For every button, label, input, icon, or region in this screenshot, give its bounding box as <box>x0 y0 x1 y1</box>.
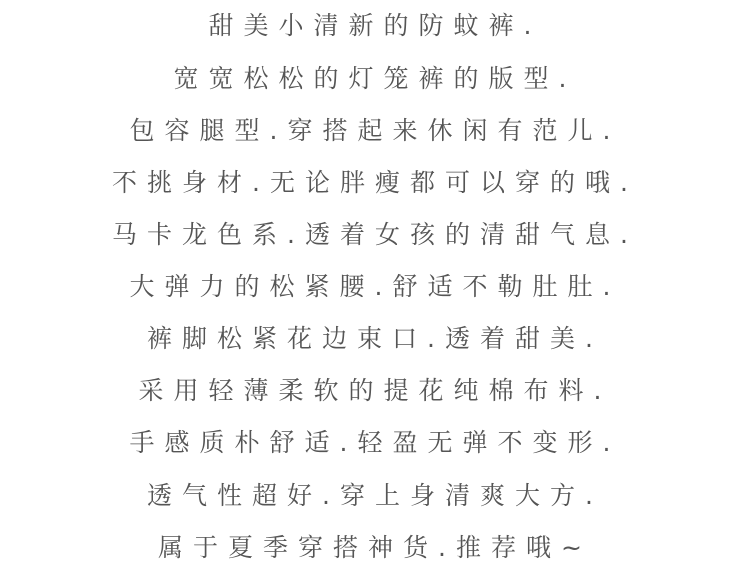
description-line: 属于夏季穿搭神货.推荐哦~ <box>158 533 592 562</box>
description-line: 采用轻薄柔软的提花纯棉布料. <box>138 376 612 405</box>
description-line: 宽宽松松的灯笼裤的版型. <box>173 64 577 93</box>
description-line: 甜美小清新的防蚊裤. <box>208 11 542 40</box>
description-line: 透气性超好.穿上身清爽大方. <box>147 481 603 510</box>
description-line: 裤脚松紧花边束口.透着甜美. <box>147 324 603 353</box>
description-line: 大弹力的松紧腰.舒适不勒肚肚. <box>129 272 621 301</box>
description-line: 不挑身材.无论胖瘦都可以穿的哦. <box>112 168 638 197</box>
description-line: 马卡龙色系.透着女孩的清甜气息. <box>112 220 638 249</box>
description-line: 包容腿型.穿搭起来休闲有范儿. <box>129 116 621 145</box>
description-line: 手感质朴舒适.轻盈无弹不变形. <box>129 428 621 457</box>
